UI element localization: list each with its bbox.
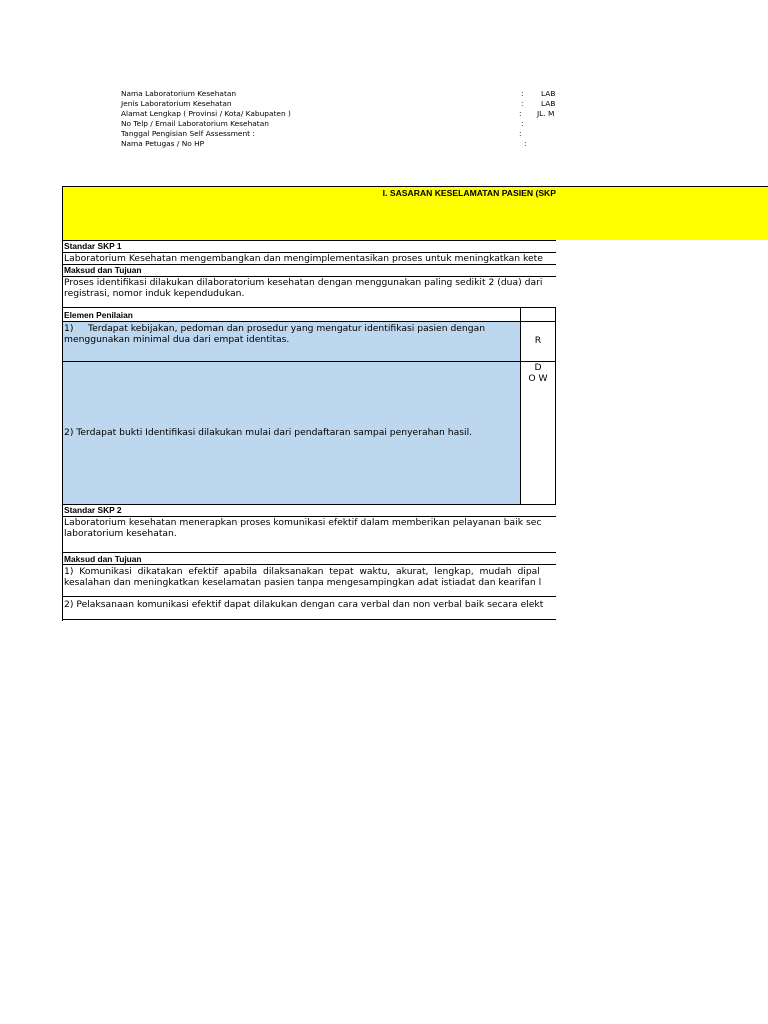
maksud-1-heading: Maksud dan Tujuan (64, 265, 142, 275)
grid-line (62, 564, 556, 565)
info-row-officer (121, 139, 581, 149)
info-label: Tanggal Pengisian Self Assessment : (121, 129, 255, 138)
elemen-item-1-text: 1) Terdapat kebijakan, pedoman dan prosedur yang mengatur identifikasi pasien dengan menggunakan minimal dua dari empat identitas. (64, 323, 486, 345)
info-label: Alamat Lengkap ( Provinsi / Kota/ Kabupaten ) (121, 109, 291, 118)
standar-1-text: Laboratorium Kesehatan mengembangkan dan mengimplementasikan proses untuk meningkatkan kete (64, 253, 543, 264)
info-colon: : (524, 139, 527, 148)
info-value: LAB (541, 89, 556, 98)
grid-line (62, 307, 556, 308)
info-label: Jenis Laboratorium Kesehatan (121, 99, 232, 108)
info-label: No Telp / Email Laboratorium Kesehatan (121, 119, 269, 128)
grid-line (62, 596, 556, 597)
elemen-item-2-code: D O W (528, 362, 548, 384)
info-row-address (121, 109, 581, 119)
info-colon: : (521, 119, 524, 128)
standar-1-heading: Standar SKP 1 (64, 241, 122, 251)
info-label: Nama Petugas / No HP (121, 139, 205, 148)
elemen-item-1-code: R (534, 335, 542, 346)
info-colon: : (521, 99, 524, 108)
info-value: JL. M (537, 109, 555, 118)
info-row-lab-name (121, 89, 581, 99)
section-title: I. SASARAN KESELAMATAN PASIEN (SKP (382, 188, 556, 198)
maksud-2-item-2: 2) Pelaksanaan komunikasi efektif dapat dilakukan dengan cara verbal dan non verbal baik secara elekt (64, 599, 544, 610)
maksud-1-text: Proses identifikasi dilakukan dilaboratorium kesehatan dengan menggunakan paling sedikit 2 (dua) dari registrasi, nomor induk kependudukan. (64, 277, 543, 299)
info-colon: : (519, 129, 522, 138)
grid-line (62, 552, 556, 553)
standar-2-text: Laboratorium kesehatan menerapkan proses komunikasi efektif dalam memberikan pelayanan baik sec laboratorium kesehatan. (64, 517, 542, 539)
sheet-edge (555, 308, 556, 505)
standar-2-heading: Standar SKP 2 (64, 505, 122, 515)
grid-line (62, 619, 556, 620)
info-colon: : (519, 109, 522, 118)
grid-line (62, 240, 556, 241)
info-row-date (121, 129, 581, 139)
info-value: LAB (541, 99, 556, 108)
info-label: Nama Laboratorium Kesehatan (121, 89, 237, 98)
grid-line (62, 504, 556, 505)
info-colon: : (521, 89, 524, 98)
info-row-phone (121, 119, 581, 129)
code-column-divider (520, 308, 521, 505)
sheet-content (62, 186, 556, 621)
elemen-item-2-text: 2) Terdapat bukti Identifikasi dilakukan mulai dari pendaftaran sampai penyerahan hasil. (64, 427, 473, 438)
maksud-2-item-1: 1) Komunikasi dikatakan efektif apabila dilaksanakan tepat waktu, akurat, lengkap, mudah dipal kesalahan dan meningkatkan keselamatan pasien tanpa mengesampingkan adat istiadat dan kearifan l (64, 566, 542, 588)
elemen-heading: Elemen Penilaian (64, 310, 133, 320)
lab-info-block (121, 89, 581, 149)
maksud-2-heading: Maksud dan Tujuan (64, 554, 142, 564)
info-row-lab-type (121, 99, 581, 109)
assessment-sheet (62, 186, 768, 621)
